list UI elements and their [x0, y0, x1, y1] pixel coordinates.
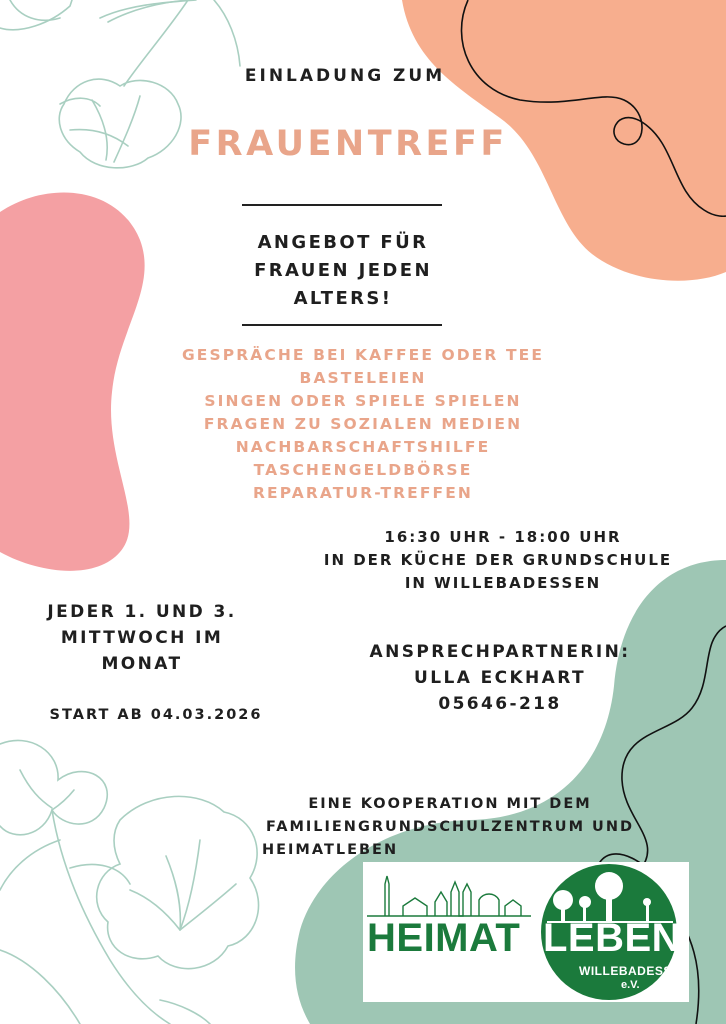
- heimatleben-logo: [363, 862, 689, 1002]
- activity-item: FRAGEN ZU SOZIALEN MEDIEN: [203, 415, 523, 433]
- flower-line-art-bottom: [0, 740, 259, 1024]
- logo-word-leben: LEBEN: [543, 916, 682, 960]
- logo-place: WILLEBADESSEN: [579, 964, 690, 978]
- subtitle-line-1: ANGEBOT FÜR: [257, 232, 429, 253]
- contact-label: ANSPRECHPARTNERIN:: [369, 642, 631, 662]
- activity-list: [150, 344, 576, 505]
- event-time: 16:30 UHR - 18:00 UHR: [384, 528, 622, 546]
- subtitle-line-2: FRAUEN JEDEN: [254, 260, 432, 281]
- start-date: START AB 04.03.2026: [49, 707, 263, 723]
- cooperation-line-1: EINE KOOPERATION MIT DEM: [308, 796, 592, 812]
- activity-item: NACHBARSCHAFTSHILFE: [235, 438, 491, 456]
- divider-bottom: [242, 324, 442, 326]
- cooperation-line-2: FAMILIENGRUNDSCHULZENTRUM UND: [265, 819, 634, 835]
- schedule-line-1: JEDER 1. UND 3.: [47, 602, 237, 622]
- event-place-line-2: IN WILLEBADESSEN: [404, 574, 602, 592]
- divider-top: [242, 204, 442, 206]
- schedule-line-3: MONAT: [101, 654, 183, 674]
- logo-suffix: e.V.: [621, 979, 640, 991]
- activity-item: SINGEN ODER SPIELE SPIELEN: [204, 392, 522, 410]
- intro-text: EINLADUNG ZUM: [244, 66, 446, 86]
- logo-word-heimat: HEIMAT: [367, 916, 521, 960]
- contact-name: ULLA ECKHART: [414, 668, 586, 688]
- pink-blob: [0, 192, 145, 570]
- cooperation-line-3: HEIMATLEBEN: [262, 842, 399, 858]
- activity-item: BASTELEIEN: [299, 369, 427, 387]
- schedule-line-2: MITTWOCH IM: [60, 628, 224, 648]
- subtitle-line-3: ALTERS!: [293, 288, 393, 309]
- main-title: FRAUENTREFF: [188, 124, 508, 164]
- contact-phone: 05646-218: [438, 694, 562, 714]
- event-place-line-1: IN DER KÜCHE DER GRUNDSCHULE: [323, 551, 673, 569]
- skyline-icon: [367, 876, 531, 916]
- activity-item: REPARATUR-TREFFEN: [253, 484, 473, 502]
- activity-item: GESPRÄCHE BEI KAFFEE ODER TEE: [181, 346, 545, 364]
- activity-item: TASCHENGELDBÖRSE: [253, 461, 473, 479]
